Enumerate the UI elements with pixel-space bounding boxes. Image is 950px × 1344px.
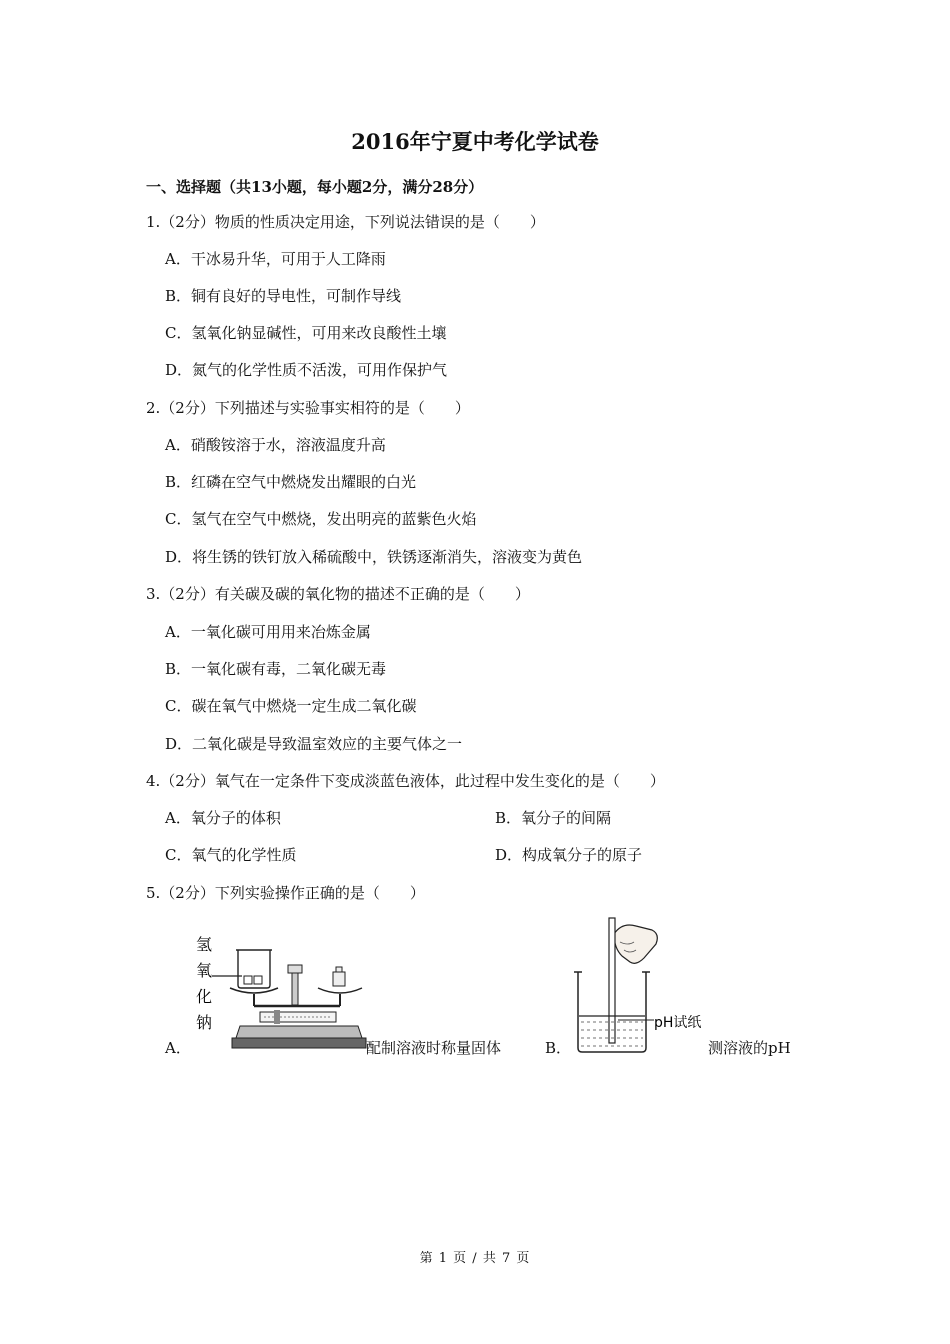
question-4-option-c: C．氧气的化学性质 [165, 846, 297, 864]
ph-paper-label: pH试纸 [654, 1015, 702, 1031]
question-5-option-a-letter: A． [165, 1039, 191, 1057]
question-4-option-a: A．氧分子的体积 [165, 809, 281, 827]
page-title: 2016年宁夏中考化学试卷 [351, 129, 599, 154]
question-1-option-d: D．氮气的化学性质不活泼，可用作保护气 [165, 361, 448, 379]
balance-label-2: 氧 [196, 961, 213, 980]
hand [614, 925, 657, 963]
weight [333, 972, 345, 986]
question-3-stem: 3.（2分）有关碳及碳的氧化物的描述不正确的是（ ） [146, 585, 530, 603]
question-2-option-a: A．硝酸铵溶于水，溶液温度升高 [165, 436, 386, 454]
question-2-option-b: B．红磷在空气中燃烧发出耀眼的白光 [165, 473, 417, 491]
balance-base [236, 1026, 362, 1038]
question-5-option-b-text: 测溶液的pH [708, 1039, 791, 1057]
question-5-option-a-text: 配制溶液时称量固体 [366, 1039, 502, 1057]
page-footer: 第 1 页 / 共 7 页 [419, 1251, 531, 1266]
question-3-option-a: A．一氧化碳可用用来冶炼金属 [165, 623, 371, 641]
balance-label-3: 化 [196, 987, 213, 1006]
balance-label-1: 氢 [196, 935, 213, 954]
section-heading: 一、选择题（共13小题，每小题2分，满分28分） [146, 178, 484, 196]
question-4-option-d: D．构成氧分子的原子 [495, 846, 643, 864]
question-2-stem: 2.（2分）下列描述与实验事实相符的是（ ） [146, 399, 470, 417]
left-pan [230, 988, 278, 993]
question-2-option-d: D．将生锈的铁钉放入稀硫酸中，铁锈逐渐消失，溶液变为黄色 [165, 548, 583, 566]
question-2-option-c: C．氢气在空气中燃烧，发出明亮的蓝紫色火焰 [165, 510, 477, 528]
balance-weighing-figure [190, 930, 370, 1055]
balance-label-4: 钠 [196, 1013, 213, 1032]
right-pan [318, 988, 362, 993]
question-5-stem: 5.（2分）下列实验操作正确的是（ ） [146, 884, 425, 902]
question-1-option-c: C．氢氧化钠显碱性，可用来改良酸性土壤 [165, 324, 447, 342]
question-3-option-d: D．二氧化碳是导致温室效应的主要气体之一 [165, 735, 463, 753]
question-5-option-b-letter: B． [545, 1039, 572, 1057]
question-4-stem: 4.（2分）氧气在一定条件下变成淡蓝色液体，此过程中发生变化的是（ ） [146, 772, 665, 790]
ph-test-figure [570, 912, 710, 1057]
question-1-option-a: A．干冰易升华，可用于人工降雨 [165, 250, 386, 268]
test-strip [609, 918, 615, 1043]
question-1-stem: 1.（2分）物质的性质决定用途，下列说法错误的是（ ） [146, 213, 545, 231]
question-1-option-b: B．铜有良好的导电性，可制作导线 [165, 287, 402, 305]
question-3-option-c: C．碳在氧气中燃烧一定生成二氧化碳 [165, 697, 417, 715]
question-4-option-b: B．氧分子的间隔 [495, 809, 612, 827]
question-3-option-b: B．一氧化碳有毒，二氧化碳无毒 [165, 660, 387, 678]
